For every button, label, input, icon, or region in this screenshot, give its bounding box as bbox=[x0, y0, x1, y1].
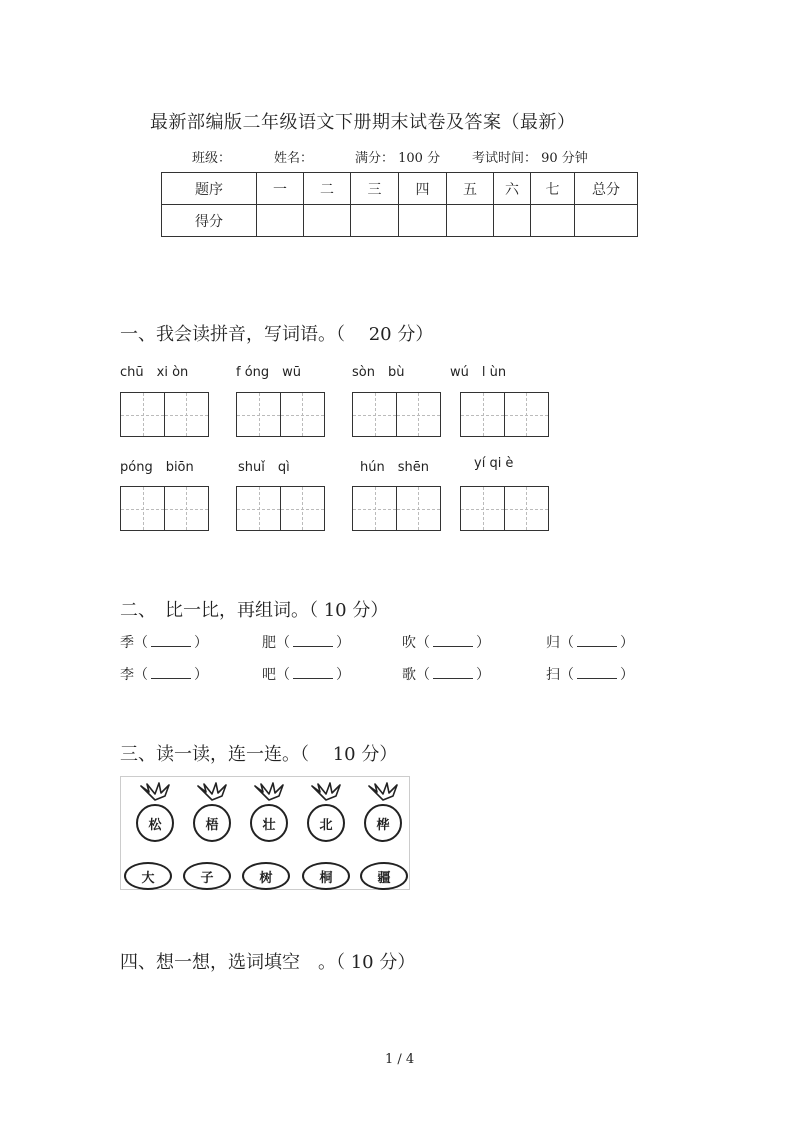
table-cell: 二 bbox=[304, 173, 351, 205]
section3-title: 三、读一读，连一连。（ 10 分） bbox=[120, 744, 398, 765]
match-char-bottom[interactable]: 子 bbox=[183, 862, 231, 890]
pineapple-item[interactable] bbox=[136, 796, 174, 836]
table-cell: 五 bbox=[447, 173, 494, 205]
word-question bbox=[262, 632, 350, 652]
section1-title: 一、我会读拼音，写词语。（ 20 分） bbox=[120, 324, 434, 345]
score-input-cell[interactable] bbox=[257, 205, 304, 237]
leaf-icon bbox=[361, 782, 405, 802]
table-cell: 三 bbox=[351, 173, 399, 205]
section2-title: 二、 比一比，再组词。（ 10 分） bbox=[120, 600, 389, 621]
section4-title: 四、想一想，选词填空 。（ 10 分） bbox=[120, 952, 416, 973]
match-char-top: 桦 bbox=[364, 804, 402, 842]
name-label: 姓名： bbox=[274, 151, 314, 166]
match-char-top: 松 bbox=[136, 804, 174, 842]
match-char-top: 壮 bbox=[250, 804, 288, 842]
writing-grid[interactable] bbox=[460, 486, 552, 532]
pinyin: póng biōn bbox=[120, 460, 194, 475]
word-char: 吧（ bbox=[262, 667, 290, 683]
table-cell: 六 bbox=[494, 173, 531, 205]
score-input-cell[interactable] bbox=[575, 205, 638, 237]
word-question bbox=[402, 632, 490, 652]
word-char: 吹（ bbox=[402, 635, 430, 651]
match-char-top: 北 bbox=[307, 804, 345, 842]
leaf-icon bbox=[247, 782, 291, 802]
pinyin: sòn bù bbox=[352, 365, 405, 380]
pinyin: wú l ùn bbox=[450, 365, 507, 380]
score-input-cell[interactable] bbox=[531, 205, 575, 237]
writing-grid[interactable] bbox=[120, 392, 212, 438]
word-question bbox=[120, 664, 208, 684]
score-input-cell[interactable] bbox=[447, 205, 494, 237]
leaf-icon bbox=[133, 782, 177, 802]
word-char: 归（ bbox=[546, 635, 574, 651]
table-cell: 一 bbox=[257, 173, 304, 205]
match-char-bottom[interactable]: 大 bbox=[124, 862, 172, 890]
pinyin: yí qi è bbox=[474, 456, 514, 471]
answer-blank[interactable] bbox=[151, 666, 191, 679]
writing-grid[interactable] bbox=[236, 392, 328, 438]
score-table-score-row bbox=[162, 205, 638, 237]
pineapple-item[interactable] bbox=[193, 796, 231, 836]
match-char-bottom[interactable]: 桐 bbox=[302, 862, 350, 890]
match-char-top: 梧 bbox=[193, 804, 231, 842]
answer-blank[interactable] bbox=[577, 634, 617, 647]
close-paren: ） bbox=[336, 667, 350, 683]
score-input-cell[interactable] bbox=[399, 205, 447, 237]
score-table bbox=[161, 172, 638, 237]
exam-time: 考试时间： 90 分钟 bbox=[472, 151, 588, 166]
table-cell: 总分 bbox=[575, 173, 638, 205]
close-paren: ） bbox=[336, 635, 350, 651]
writing-grid[interactable] bbox=[352, 392, 444, 438]
page-title: 最新部编版二年级语文下册期末试卷及答案（最新） bbox=[150, 112, 576, 133]
answer-blank[interactable] bbox=[433, 634, 473, 647]
word-char: 扫（ bbox=[546, 667, 574, 683]
answer-blank[interactable] bbox=[577, 666, 617, 679]
word-question bbox=[262, 664, 350, 684]
writing-grid[interactable] bbox=[460, 392, 552, 438]
word-char: 歌（ bbox=[402, 667, 430, 683]
score-table-header-row bbox=[162, 173, 638, 205]
answer-blank[interactable] bbox=[151, 634, 191, 647]
answer-blank[interactable] bbox=[293, 634, 333, 647]
word-char: 肥（ bbox=[262, 635, 290, 651]
pineapple-item[interactable] bbox=[250, 796, 288, 836]
close-paren: ） bbox=[194, 635, 208, 651]
close-paren: ） bbox=[620, 667, 634, 683]
close-paren: ） bbox=[476, 635, 490, 651]
table-cell: 题序 bbox=[162, 173, 257, 205]
class-label: 班级： bbox=[192, 151, 232, 166]
pineapple-item[interactable] bbox=[307, 796, 345, 836]
close-paren: ） bbox=[194, 667, 208, 683]
leaf-icon bbox=[304, 782, 348, 802]
answer-blank[interactable] bbox=[293, 666, 333, 679]
match-char-bottom[interactable]: 树 bbox=[242, 862, 290, 890]
table-cell: 四 bbox=[399, 173, 447, 205]
writing-grid[interactable] bbox=[236, 486, 328, 532]
close-paren: ） bbox=[620, 635, 634, 651]
word-char: 李（ bbox=[120, 667, 148, 683]
pinyin: shuǐ qì bbox=[238, 460, 290, 475]
score-input-cell[interactable] bbox=[304, 205, 351, 237]
word-question bbox=[120, 632, 208, 652]
word-question bbox=[402, 664, 490, 684]
answer-blank[interactable] bbox=[433, 666, 473, 679]
writing-grid[interactable] bbox=[352, 486, 444, 532]
full-score: 满分： 100 分 bbox=[355, 151, 441, 166]
table-cell: 得分 bbox=[162, 205, 257, 237]
score-input-cell[interactable] bbox=[351, 205, 399, 237]
pineapple-item[interactable] bbox=[364, 796, 402, 836]
word-question bbox=[546, 632, 634, 652]
score-input-cell[interactable] bbox=[494, 205, 531, 237]
page-number: 1 / 4 bbox=[385, 1052, 415, 1067]
pinyin: f óng wū bbox=[236, 365, 302, 380]
match-char-bottom[interactable]: 疆 bbox=[360, 862, 408, 890]
writing-grid[interactable] bbox=[120, 486, 212, 532]
close-paren: ） bbox=[476, 667, 490, 683]
leaf-icon bbox=[190, 782, 234, 802]
pinyin: chū xi òn bbox=[120, 365, 189, 380]
word-question bbox=[546, 664, 634, 684]
table-cell: 七 bbox=[531, 173, 575, 205]
pinyin: hún shēn bbox=[360, 460, 429, 475]
word-char: 季（ bbox=[120, 635, 148, 651]
